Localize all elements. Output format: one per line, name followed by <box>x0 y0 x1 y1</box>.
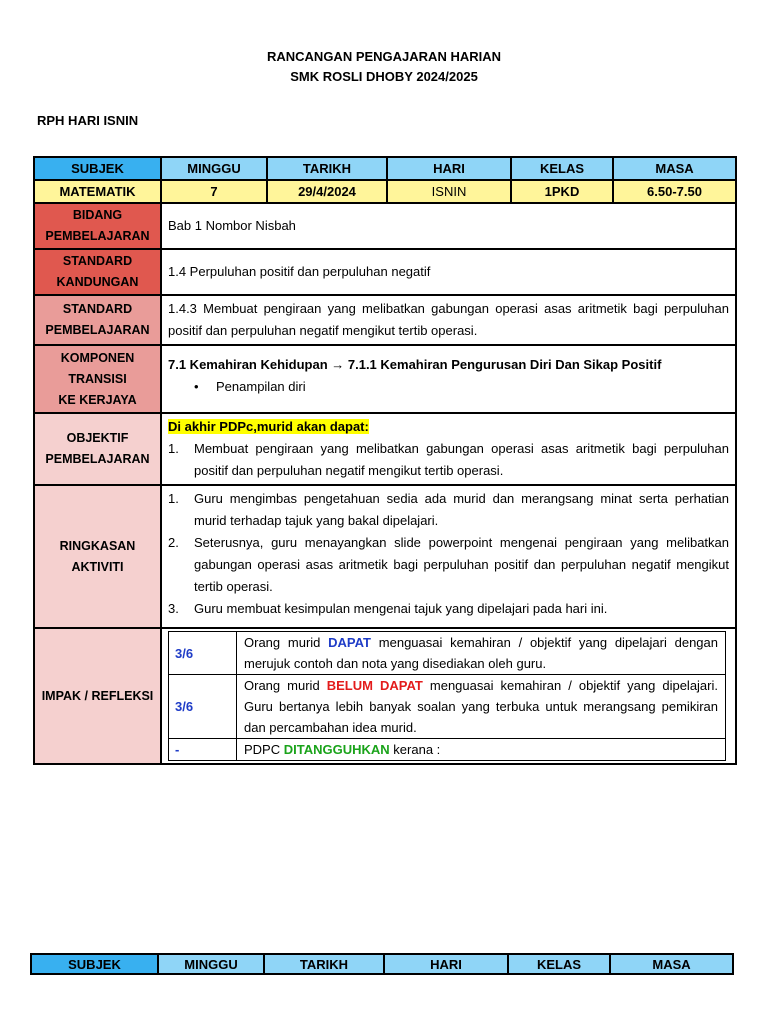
value-masa: 6.50-7.50 <box>613 180 736 203</box>
objektif-intro: Di akhir PDPc,murid akan dapat: <box>168 419 369 434</box>
reflection-table <box>168 631 726 761</box>
bullet-icon: • <box>194 379 199 394</box>
status-ditangguhkan: DITANGGUHKAN <box>283 742 390 757</box>
lesson-plan-table <box>33 156 737 765</box>
document-title: RANCANGAN PENGAJARAN HARIAN <box>266 49 501 64</box>
value-minggu: 7 <box>161 180 267 203</box>
next-lesson-table <box>30 953 734 975</box>
day-label: RPH HARI ISNIN <box>37 113 139 128</box>
status-belum-dapat: BELUM DAPAT <box>326 678 423 693</box>
row-bidang <box>34 203 736 249</box>
reflection-text-dapat: Orang murid DAPAT menguasai kemahiran / objektif yang dipelajari dengan merujuk contoh dan nota yang disediakan oleh guru. <box>237 632 726 675</box>
header-cell-masa: MASA <box>610 954 733 974</box>
header-cell-kelas: KELAS <box>511 157 613 180</box>
label-komponen: KOMPONEN TRANSISI KE KERJAYA <box>34 345 161 413</box>
list-item: 2. Seterusnya, guru menayangkan slide powerpoint mengenai pengiraan yang melibatkan gabungan operasi asas aritmetik bagi perpuluhan positif dan perpuluhan negatif mengikut tertib operasi. <box>168 535 729 594</box>
reflection-row-dapat <box>169 632 726 675</box>
row-objektif <box>34 413 736 485</box>
value-kelas: 1PKD <box>511 180 613 203</box>
value-tarikh: 29/4/2024 <box>267 180 387 203</box>
page-header <box>0 47 768 87</box>
komponen-bullets <box>168 376 729 398</box>
reflection-text-ditangguhkan: PDPC DITANGGUHKAN kerana : <box>237 739 726 761</box>
reflection-text-belum-dapat: Orang murid BELUM DAPAT menguasai kemahiran / objektif yang dipelajari. Guru bertanya lebih banyak soalan yang terbuka untuk merangsang pemikiran dan percambahan idea murid. <box>237 675 726 739</box>
label-impak: IMPAK / REFLEKSI <box>34 628 161 764</box>
list-item: 1. Membuat pengiraan yang melibatkan gabungan operasi asas aritmetik bagi perpuluhan positif dan perpuluhan negatif mengikut tertib operasi. <box>168 441 729 478</box>
header-cell-hari: HARI <box>384 954 508 974</box>
header-cell-subjek: SUBJEK <box>31 954 158 974</box>
ringkasan-list <box>168 488 729 620</box>
value-subjek: MATEMATIK <box>34 180 161 203</box>
label-bidang: BIDANG PEMBELAJARAN <box>34 203 161 249</box>
row-standard-kandungan <box>34 249 736 295</box>
header-cell-kelas: KELAS <box>508 954 610 974</box>
label-objektif: OBJEKTIF PEMBELAJARAN <box>34 413 161 485</box>
row-ringkasan <box>34 485 736 628</box>
reflection-row-ditangguhkan <box>169 739 726 761</box>
content-ringkasan <box>161 485 736 628</box>
content-objektif <box>161 413 736 485</box>
header-row <box>34 157 736 180</box>
score-belum-dapat: 3/6 <box>169 675 237 739</box>
content-standard-kandungan: 1.4 Perpuluhan positif dan perpuluhan negatif <box>161 249 736 295</box>
content-bidang: Bab 1 Nombor Nisbah <box>161 203 736 249</box>
objektif-list <box>168 438 729 482</box>
score-ditangguhkan: - <box>169 739 237 761</box>
komponen-heading: 7.1 Kemahiran Kehidupan → 7.1.1 Kemahiran Pengurusan Diri Dan Sikap Positif <box>168 357 662 372</box>
content-impak <box>161 628 736 764</box>
header-cell-minggu: MINGGU <box>161 157 267 180</box>
header-cell-subjek: SUBJEK <box>34 157 161 180</box>
list-item: 1. Guru mengimbas pengetahuan sedia ada murid dan merangsang minat serta perhatian murid terhadap tajuk yang bakal dipelajari. <box>168 491 729 528</box>
list-item: 3. Guru membuat kesimpulan mengenai tajuk yang dipelajari pada hari ini. <box>168 601 608 616</box>
header-cell-minggu: MINGGU <box>158 954 264 974</box>
header-row <box>31 954 733 974</box>
score-dapat: 3/6 <box>169 632 237 675</box>
values-row <box>34 180 736 203</box>
school-name: SMK ROSLI DHOBY 2024/2025 <box>290 69 478 84</box>
row-standard-pembelajaran <box>34 295 736 345</box>
label-standard-kandungan: STANDARD KANDUNGAN <box>34 249 161 295</box>
row-komponen <box>34 345 736 413</box>
header-cell-hari: HARI <box>387 157 511 180</box>
status-dapat: DAPAT <box>328 635 372 650</box>
label-standard-pembelajaran: STANDARD PEMBELAJARAN <box>34 295 161 345</box>
list-item: • Penampilan diri <box>194 376 729 398</box>
row-impak <box>34 628 736 764</box>
content-standard-pembelajaran: 1.4.3 Membuat pengiraan yang melibatkan gabungan operasi asas aritmetik bagi perpuluhan positif dan perpuluhan negatif mengikut tertib operasi. <box>161 295 736 345</box>
header-cell-masa: MASA <box>613 157 736 180</box>
content-komponen <box>161 345 736 413</box>
label-ringkasan: RINGKASAN AKTIVITI <box>34 485 161 628</box>
value-hari: ISNIN <box>387 180 511 203</box>
header-cell-tarikh: TARIKH <box>264 954 384 974</box>
header-cell-tarikh: TARIKH <box>267 157 387 180</box>
reflection-row-belum-dapat <box>169 675 726 739</box>
